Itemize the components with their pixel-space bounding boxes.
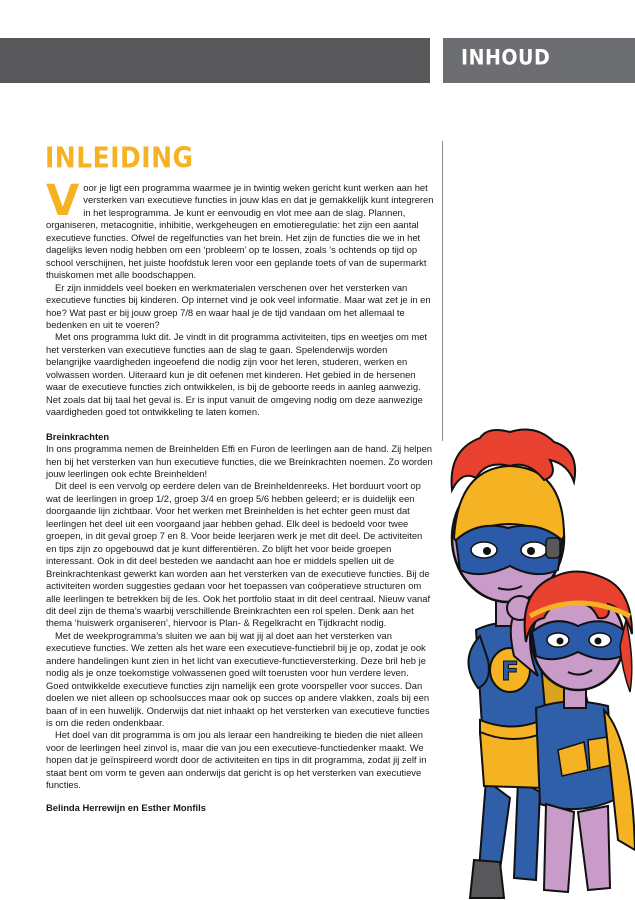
- paragraph-4: In ons programma nemen de Breinhelden Effi en Furon de leerlingen aan de hand. Zij helpen hen bij het versterken van hun executieve functies, die we Breinkrachten noemen. Zo worden jouw leerlingen ook echte Breinhelden!: [46, 443, 433, 479]
- subheading: Breinkrachten: [46, 430, 110, 442]
- column-divider: [442, 141, 443, 441]
- dropcap: V: [46, 176, 80, 226]
- paragraph-6: Met de weekprogramma’s sluiten we aan bij wat jij al doet aan het versterken van executieve functies. We zetten als het ware een executieve-functiebril bij je op, zodat je ook andere handelingen kunt zien in het licht van executieve-functieversterking. Deze bril heb je nodig als je onze toekomstige volwassenen goed wilt toerusten voor hun verdere leven. Goed ontwikkelde executieve functies zijn namelijk een grote voorspeller voor succes. Dan doelen we niet alleen op schoolsucces maar ook op succes op andere vlakken, zoals bij een baan of in een huwelijk. Onderwijs dat niet inhaakt op het versterken van executieve functies is om die reden ondenkbaar.: [46, 629, 430, 729]
- boy-emblem-letter: F: [501, 657, 519, 687]
- body-text: [46, 176, 434, 814]
- breinhelden-illustration: [418, 420, 635, 900]
- paragraph-3: Met ons programma lukt dit. Je vindt in dit programma activiteiten, tips en weetjes om met het versterken van executieve functies aan de slag te gaan. Spelenderwijs worden belangrijke vaardigheden ingeoefend die nodig zijn voor het leren, studeren, werken en volwassen worden. Uiteraard kun je dit oefenen met kinderen. Het gebied in de hersenen waar de executieve functies zich ontwikkelen, is bij de geboorte reeds in aanleg aanwezig. Net zoals dat bij taal het geval is. Er is input vanuit de omgeving nodig om deze aanwezige vaardigheden goed tot ontwikkeling te laten komen.: [46, 331, 428, 418]
- paragraph-2: Er zijn inmiddels veel boeken en werkmaterialen verschenen over het versterken van executieve functies bij kinderen. Op internet vind je ook veel informatie. Maar wat zet je in en hoe? Wat past er bij jouw groep 7/8 en waar haal je de tijd vandaan om het allemaal te bedenken en uit te voeren?: [46, 281, 431, 330]
- author-line: Belinda Herrewijn en Esther Monfils: [46, 801, 206, 813]
- paragraph-5: Dit deel is een vervolg op eerdere delen van de Breinheldenreeks. Het borduurt voort op wat de leerlingen in groep 1/2, groep 3/4 en groep 5/6 hebben geleerd; er is duidelijk een doorgaande lijn zichtbaar. Voor het werken met Breinhelden is het echter geen must dat leerlingen het deel uit een voorgaand jaar hebben gehad. Elk deel is bedoeld voor twee groepen, in dit geval groep 7 en 8. Voor beide leerjaren werk je met dit deel. De activiteiten en tips zijn zo opgebouwd dat je kunt differentiëren. Zo blijft het voor beide groepen interessant. Ook in dit deel besteden we aandacht aan hoe er middels spellen uit de Breinkrachtenkast gewerkt kan worden aan het versterken van de executieve functies. Bij de activiteiten worden suggesties gedaan voor het toepassen van coöperatieve structuren om alle leerlingen te betrekken bij de les. Ook het portfolio staat in dit deel centraal. Nieuw vanaf dit deel zijn de thema’s waarbij verschillende Breinkrachten een rol spelen. Denk aan het thema ‘huiswerk organiseren’, hiervoor is Plan- & Regelkracht en Tijdkracht nodig.: [46, 480, 431, 629]
- paragraph-7: Het doel van dit programma is om jou als leraar een handreiking te bieden die niet alleen voor de leerlingen heel zinvol is, maar die van jou een executieve-functiedenker maakt. We hopen dat je geïnspireerd wordt door de activiteiten en tips in dit programma, zodat jij zelf in staat bent om vorm te geven aan onderwijs dat gericht is op het versterken van executieve functies.: [46, 729, 427, 791]
- paragraph-1: Voor je ligt een programma waarmee je in twintig weken gericht kunt werken aan het versterken van executieve functies in jouw klas en dat je gemakkelijk kunt integreren in het lesprogramma. Je kunt er eenvoudig en vlot mee aan de slag. Plannen, organiseren, metacognitie, inhibitie, werkgeheugen en emotieregulatie: het zijn een aantal executieve functies. Ofwel de regelfuncties van het brein. Het zijn de functies die we in het dagelijks leven nodig hebben om een ‘probleem’ op te lossen, zoals ’s ochtends op tijd op school verschijnen, het juiste hoofdstuk leren voor een geplande toets of van de supermarkt thuiskomen met alle boodschappen.: [46, 176, 434, 281]
- header-bar: [0, 38, 430, 83]
- page-title: INLEIDING: [45, 141, 194, 175]
- contents-link[interactable]: INHOUD: [461, 46, 551, 71]
